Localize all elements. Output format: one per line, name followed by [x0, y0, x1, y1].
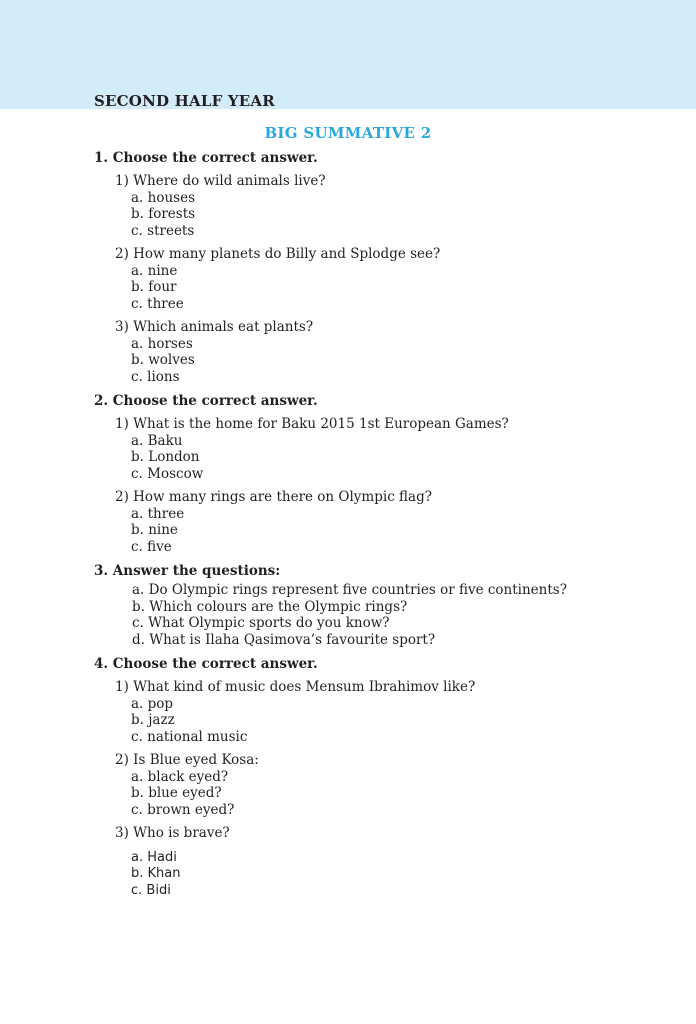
- task-heading: 3. Answer the questions:: [94, 563, 281, 579]
- option: b. blue eyed?: [131, 785, 222, 801]
- option: a. Baku: [131, 432, 183, 449]
- option: b. Khan: [131, 866, 181, 881]
- list-item: b. Which colours are the Olympic rings?: [132, 598, 408, 615]
- question: [115, 319, 654, 385]
- question-text: 2) How many rings are there on Olympic flag?: [115, 489, 432, 505]
- option: c. five: [131, 538, 172, 555]
- list-item: c. What Olympic sports do you know?: [132, 615, 390, 631]
- options-list: [131, 336, 654, 386]
- option: b. wolves: [131, 352, 195, 368]
- option: a. Hadi: [131, 849, 177, 865]
- option: b. London: [131, 449, 200, 465]
- question: [115, 752, 654, 818]
- options-list: [131, 433, 654, 483]
- question-text: 1) What is the home for Baku 2015 1st European Games?: [115, 416, 509, 432]
- worksheet-content: [94, 150, 654, 907]
- option: c. brown eyed?: [131, 801, 235, 818]
- option: c. Moscow: [131, 465, 204, 482]
- option: a. houses: [131, 189, 195, 206]
- question: [115, 489, 654, 555]
- option: b. four: [131, 279, 177, 295]
- option: a. pop: [131, 695, 174, 712]
- question-text: 3) Who is brave?: [115, 825, 230, 841]
- option: b. nine: [131, 522, 178, 538]
- task-heading: 2. Choose the correct answer.: [94, 393, 318, 409]
- section-title: SECOND HALF YEAR: [94, 92, 275, 110]
- questions-list: [132, 582, 654, 648]
- question: [115, 246, 654, 312]
- option: a. horses: [131, 335, 193, 352]
- question-text: 2) How many planets do Billy and Splodge see?: [115, 246, 441, 262]
- task-1: [94, 150, 654, 385]
- question: [115, 173, 654, 239]
- task-3: [94, 563, 654, 648]
- option: c. lions: [131, 368, 180, 385]
- options-list: [131, 850, 654, 900]
- task-heading: 1. Choose the correct answer.: [94, 150, 318, 166]
- option: c. streets: [131, 222, 195, 239]
- option: b. jazz: [131, 712, 175, 728]
- list-item: a. Do Olympic rings represent five countries or five continents?: [132, 582, 567, 598]
- option: c. three: [131, 295, 184, 312]
- option: c. Bidi: [131, 882, 171, 898]
- option: a. black eyed?: [131, 768, 229, 785]
- page-title: BIG SUMMATIVE 2: [264, 124, 432, 142]
- option: b. forests: [131, 206, 196, 222]
- question: [115, 416, 654, 482]
- question-text: 3) Which animals eat plants?: [115, 319, 314, 335]
- options-list: [131, 263, 654, 313]
- task-heading: 4. Choose the correct answer.: [94, 656, 318, 672]
- option: a. three: [131, 505, 185, 522]
- question: [115, 825, 654, 899]
- options-list: [131, 190, 654, 240]
- options-list: [131, 506, 654, 556]
- option: c. national music: [131, 728, 248, 745]
- question-text: 1) Where do wild animals live?: [115, 173, 326, 189]
- options-list: [131, 769, 654, 819]
- question-text: 1) What kind of music does Mensum Ibrahimov like?: [115, 679, 476, 695]
- task-4: [94, 656, 654, 899]
- task-2: [94, 393, 654, 555]
- question: [115, 679, 654, 745]
- options-list: [131, 696, 654, 746]
- list-item: d. What is Ilaha Qasimova’s favourite sport?: [132, 631, 436, 648]
- option: a. nine: [131, 262, 178, 279]
- question-text: 2) Is Blue eyed Kosa:: [115, 752, 259, 768]
